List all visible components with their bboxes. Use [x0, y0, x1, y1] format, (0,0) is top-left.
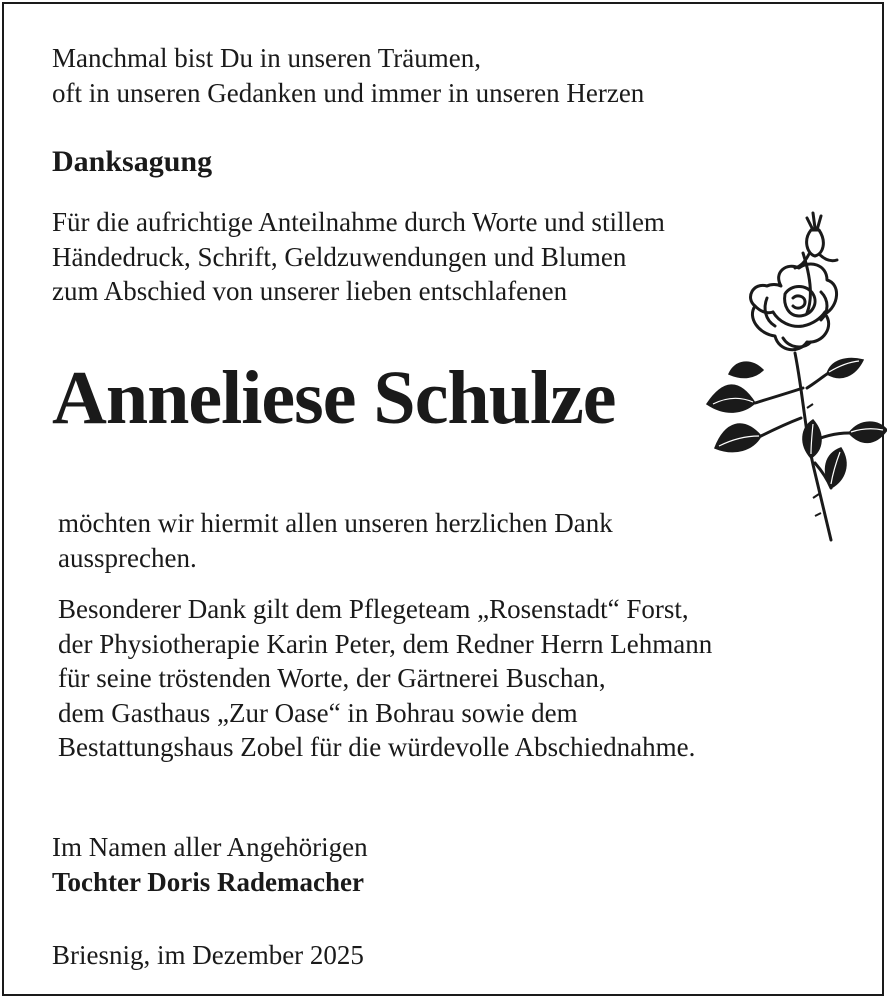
rose-icon — [703, 208, 887, 544]
thanks-text — [58, 506, 613, 575]
intro-text — [52, 205, 665, 309]
special-thanks — [58, 592, 712, 765]
special-thanks-line: der Physiotherapie Karin Peter, dem Redner Herrn Lehmann — [58, 628, 713, 659]
signature-block — [52, 830, 368, 899]
heading: Danksagung — [52, 145, 213, 178]
special-thanks-line: für seine tröstenden Worte, der Gärtnerei Buschan, — [58, 663, 606, 693]
motto — [52, 41, 644, 110]
thanks-line: aussprechen. — [58, 542, 197, 573]
special-thanks-line: Besonderer Dank gilt dem Pflegeteam „Rosenstadt“ Forst, — [58, 594, 689, 624]
intro-line: zum Abschied von unserer lieben entschlafenen — [52, 276, 568, 306]
place-date: Briesnig, im Dezember 2025 — [52, 940, 364, 970]
special-thanks-line: Bestattungshaus Zobel für die würdevolle Abschiednahme. — [58, 732, 696, 762]
motto-line: Manchmal bist Du in unseren Träumen, — [52, 43, 481, 73]
signer-name: Tochter Doris Rademacher — [52, 866, 364, 897]
special-thanks-line: dem Gasthaus „Zur Oase“ in Bohrau sowie dem — [58, 697, 578, 728]
intro-line: Für die aufrichtige Anteilnahme durch Worte und stillem — [52, 207, 665, 237]
deceased-name: Anneliese Schulze — [52, 356, 616, 440]
signature-preamble: Im Namen aller Angehörigen — [52, 832, 368, 862]
intro-line: Händedruck, Schrift, Geldzuwendungen und Blumen — [52, 241, 627, 272]
motto-line: oft in unseren Gedanken und immer in unseren Herzen — [52, 77, 645, 108]
thanks-line: möchten wir hiermit allen unseren herzlichen Dank — [58, 508, 613, 538]
